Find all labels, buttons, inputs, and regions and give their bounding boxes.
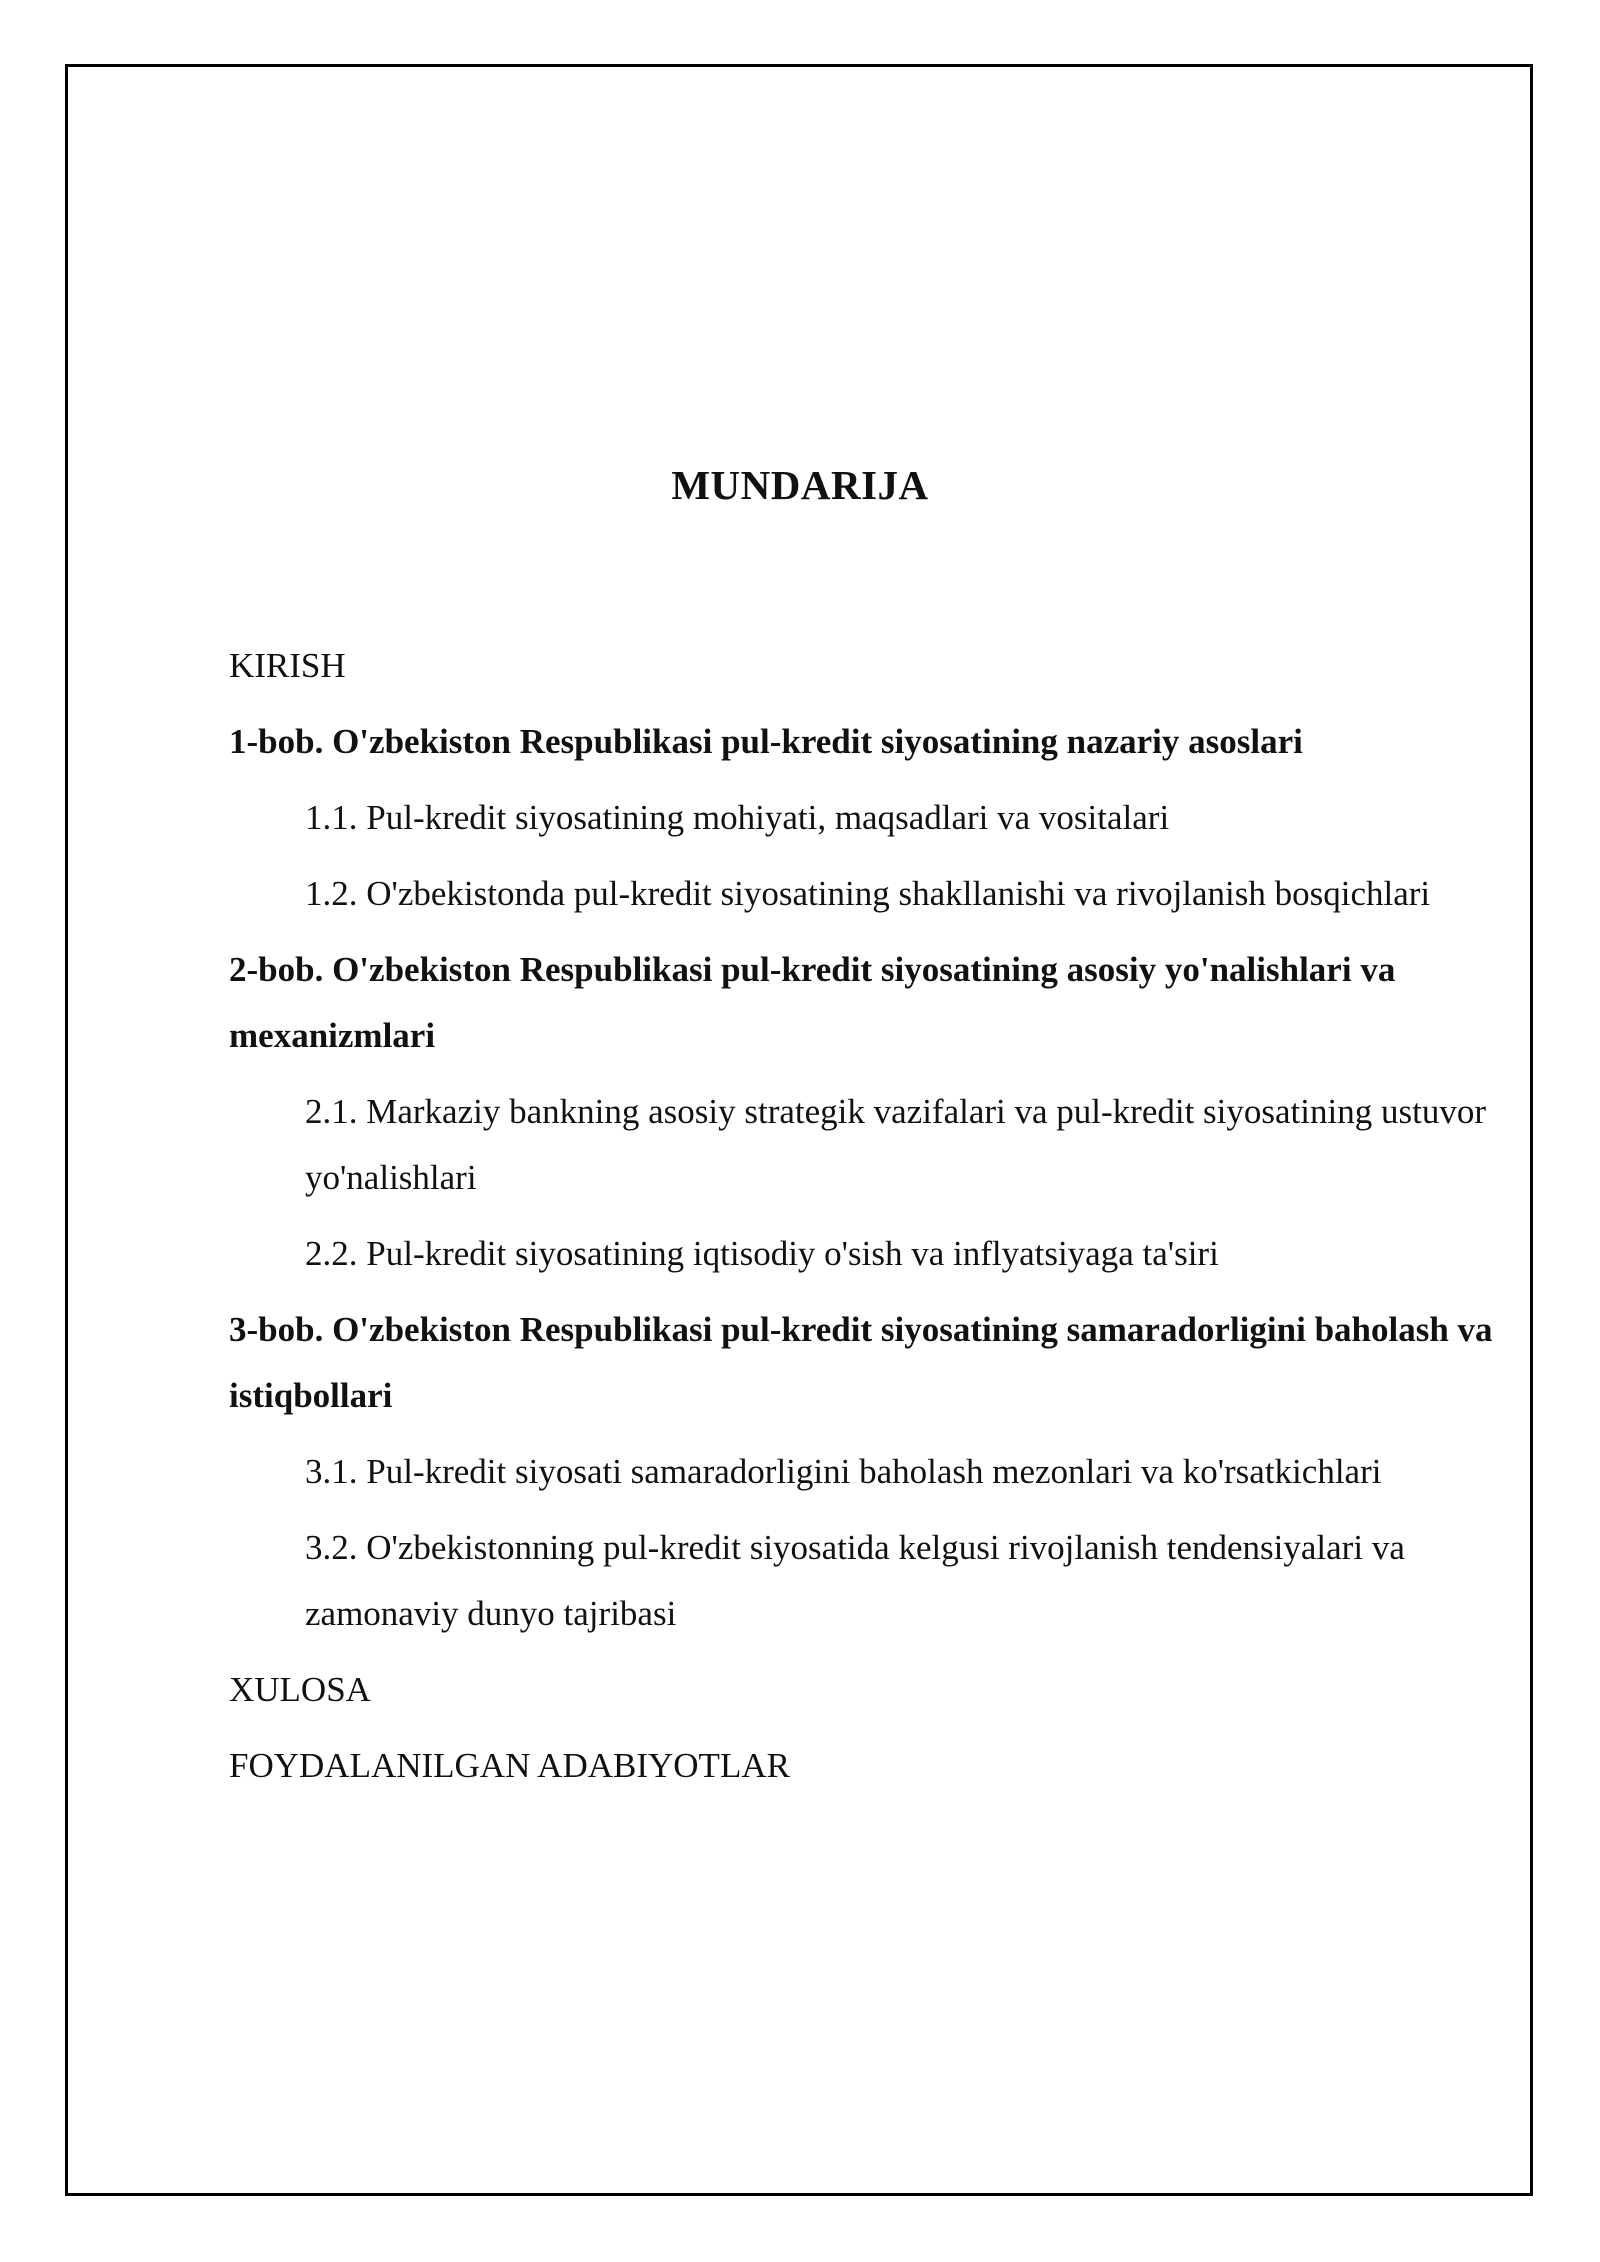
toc-item-introduction: KIRISH — [229, 646, 346, 685]
toc-item-conclusion: XULOSA — [229, 1670, 371, 1709]
toc-item-references: FOYDALANILGAN ADABIYOTLAR — [229, 1746, 790, 1785]
table-of-contents — [229, 633, 1509, 1809]
toc-section-1-1: 1.1. Pul-kredit siyosatining mohiyati, maqsadlari va vositalari — [305, 798, 1170, 837]
toc-section-2-2: 2.2. Pul-kredit siyosatining iqtisodiy o'sish va inflyatsiyaga ta'siri — [305, 1234, 1219, 1273]
toc-section-3-2: 3.2. O'zbekistonning pul-kredit siyosatida kelgusi rivojlanish tendensiyalari va zamonaviy dunyo tajribasi — [305, 1528, 1405, 1633]
page-title: MUNDARIJA — [671, 462, 929, 508]
toc-section-3-1: 3.1. Pul-kredit siyosati samaradorligini baholash mezonlari va ko'rsatkichlari — [305, 1452, 1382, 1491]
toc-section-2-1: 2.1. Markaziy bankning asosiy strategik vazifalari va pul-kredit siyosatining ustuvor yo'nalishlari — [305, 1092, 1486, 1197]
toc-section-1-2: 1.2. O'zbekistonda pul-kredit siyosatining shakllanishi va rivojlanish bosqichlari — [305, 874, 1431, 913]
toc-chapter-1: 1-bob. O'zbekiston Respublikasi pul-kredit siyosatining nazariy asoslari — [229, 722, 1303, 761]
toc-chapter-3: 3-bob. O'zbekiston Respublikasi pul-kredit siyosatining samaradorligini baholash va istiqbollari — [229, 1310, 1493, 1415]
toc-chapter-2: 2-bob. O'zbekiston Respublikasi pul-kredit siyosatining asosiy yo'nalishlari va mexanizmlari — [229, 950, 1396, 1055]
